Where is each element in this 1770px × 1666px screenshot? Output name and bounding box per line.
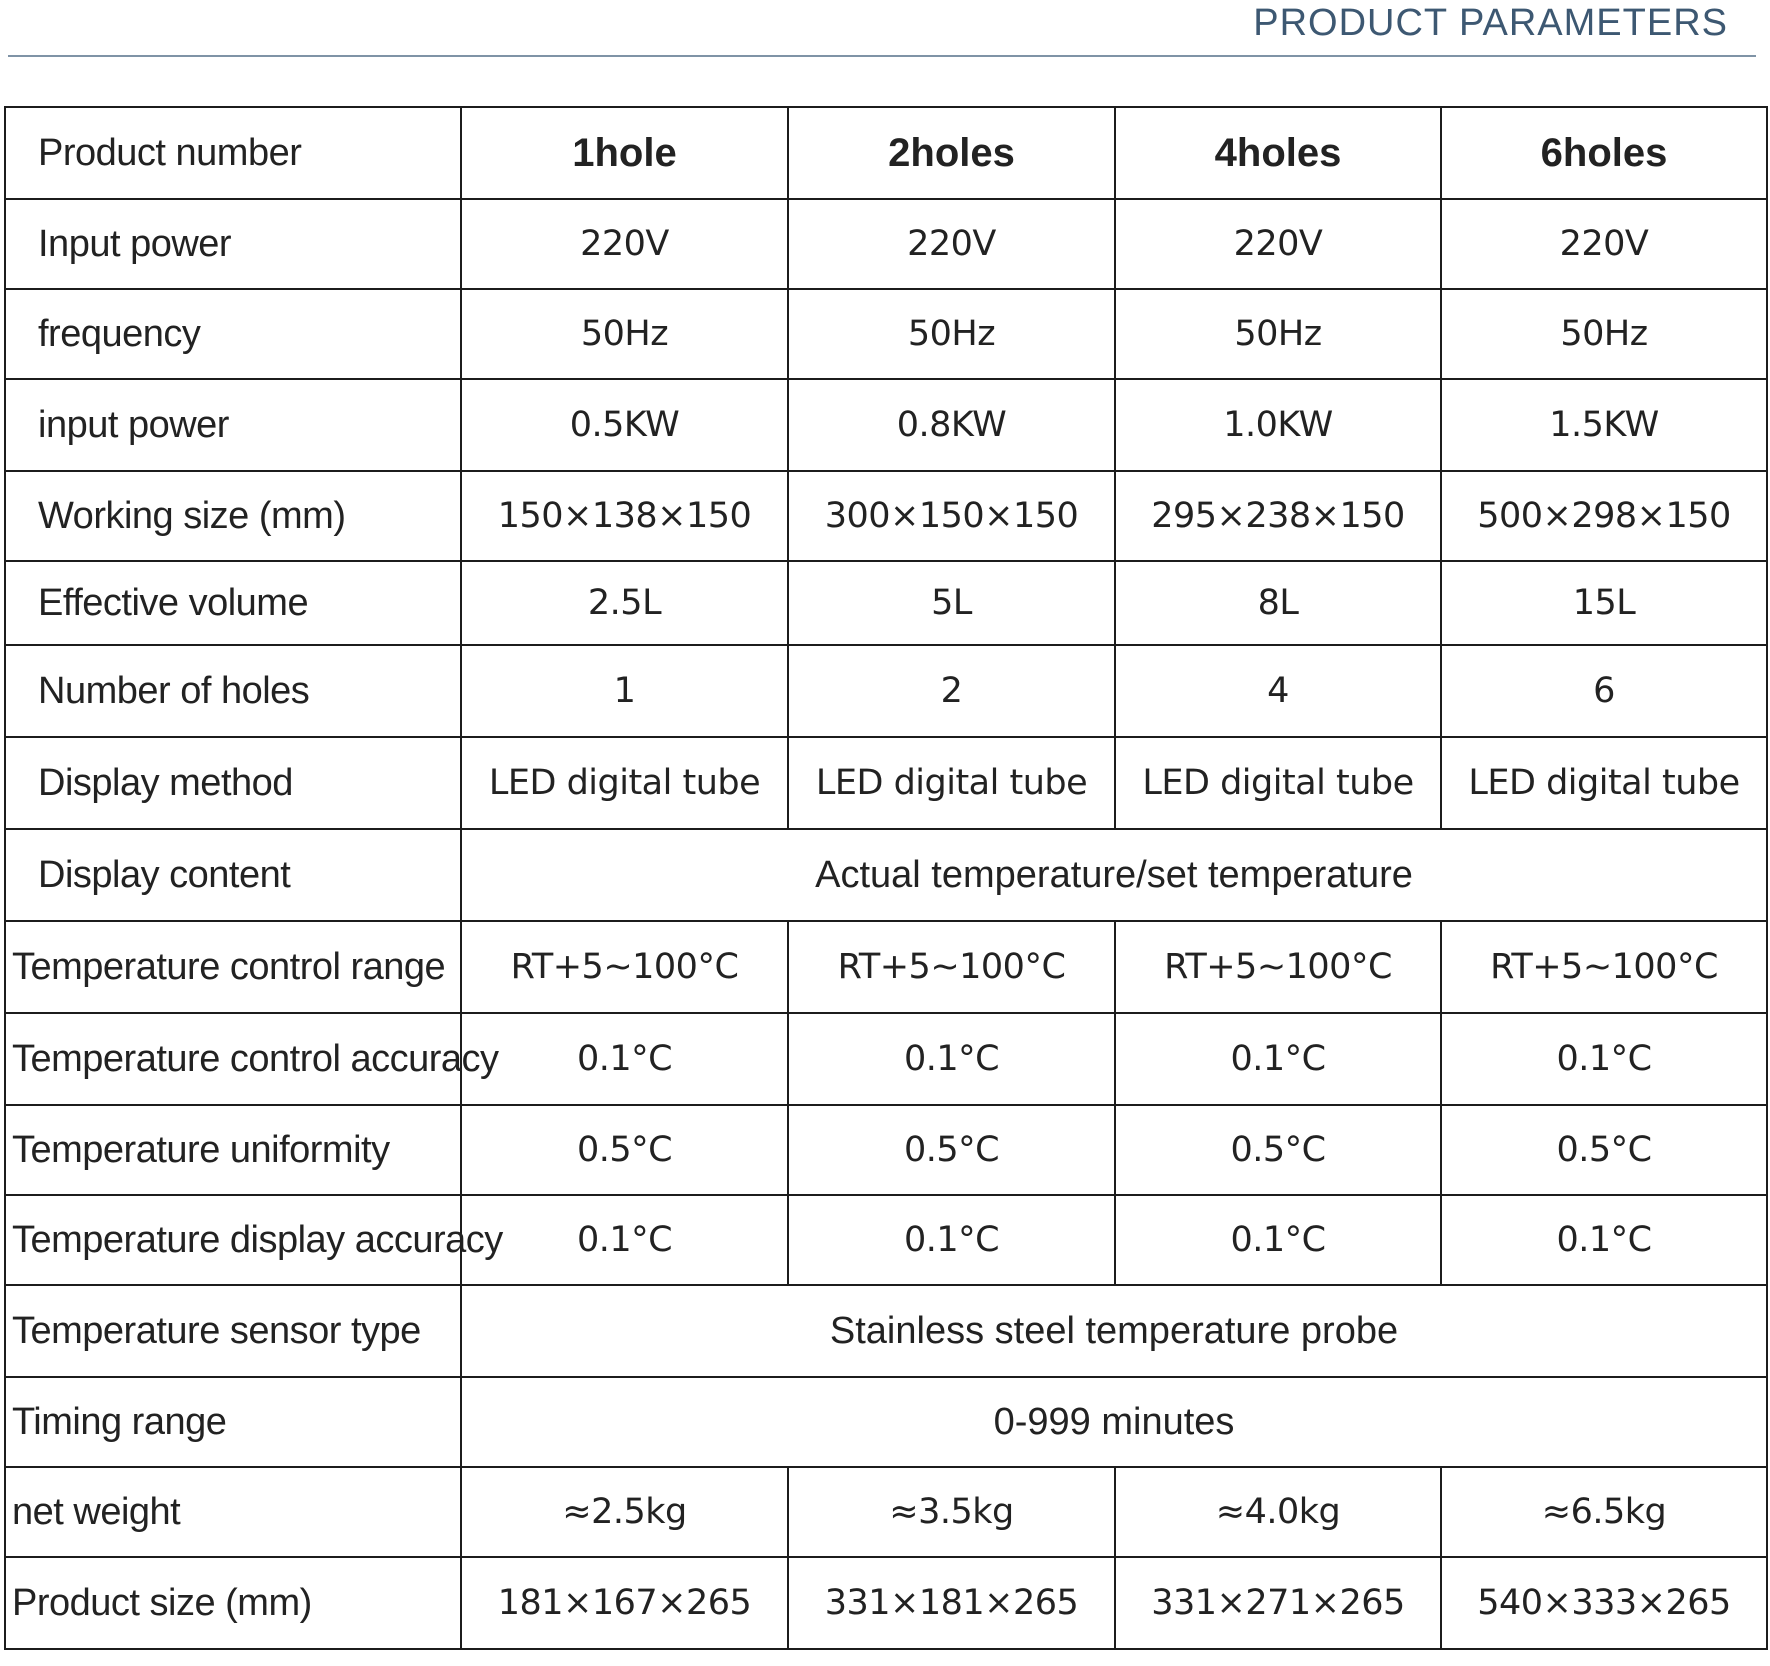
value-cell: ≈2.5kg (461, 1467, 788, 1557)
row-label: Number of holes (5, 645, 461, 737)
column-header: 1hole (461, 107, 788, 199)
table-row (5, 289, 1767, 379)
value-cell: RT+5~100°C (788, 921, 1115, 1013)
value-cell: 500×298×150 (1441, 471, 1767, 561)
row-label: Timing range (5, 1377, 461, 1467)
value-cell: 0.1°C (788, 1013, 1115, 1105)
row-label: Temperature control accuracy (5, 1013, 461, 1105)
value-cell: 4 (1115, 645, 1441, 737)
table-row (5, 829, 1767, 921)
value-cell: 331×181×265 (788, 1557, 1115, 1649)
value-cell: 50Hz (461, 289, 788, 379)
value-cell: LED digital tube (1115, 737, 1441, 829)
value-cell: 1.0KW (1115, 379, 1441, 471)
table-body (5, 107, 1767, 1649)
value-cell: RT+5~100°C (1441, 921, 1767, 1013)
value-cell: 5L (788, 561, 1115, 645)
table-row (5, 1467, 1767, 1557)
row-label: net weight (5, 1467, 461, 1557)
value-cell: 2.5L (461, 561, 788, 645)
value-cell: 1.5KW (1441, 379, 1767, 471)
column-header: 4holes (1115, 107, 1441, 199)
value-cell: RT+5~100°C (1115, 921, 1441, 1013)
value-cell: 300×150×150 (788, 471, 1115, 561)
column-header: 6holes (1441, 107, 1767, 199)
value-cell: 0.1°C (461, 1195, 788, 1285)
table-row (5, 199, 1767, 289)
value-cell: 0.1°C (1441, 1013, 1767, 1105)
table-row (5, 1557, 1767, 1649)
column-header: 2holes (788, 107, 1115, 199)
value-cell: LED digital tube (788, 737, 1115, 829)
table-row (5, 471, 1767, 561)
table-row (5, 1105, 1767, 1195)
value-cell: 220V (788, 199, 1115, 289)
value-cell: 220V (1115, 199, 1441, 289)
product-parameters-table (4, 106, 1768, 1650)
table-row (5, 645, 1767, 737)
value-cell: 1 (461, 645, 788, 737)
value-cell: 220V (461, 199, 788, 289)
value-cell: 181×167×265 (461, 1557, 788, 1649)
table-row (5, 1377, 1767, 1467)
table-row (5, 1195, 1767, 1285)
value-cell: 540×333×265 (1441, 1557, 1767, 1649)
page-title: PRODUCT PARAMETERS (1253, 2, 1728, 44)
value-cell: 6 (1441, 645, 1767, 737)
value-cell: 50Hz (788, 289, 1115, 379)
row-label: Display method (5, 737, 461, 829)
value-cell: 220V (1441, 199, 1767, 289)
value-cell: 0.5°C (1115, 1105, 1441, 1195)
value-cell: 0.5°C (1441, 1105, 1767, 1195)
page-header (0, 0, 1770, 60)
row-label: frequency (5, 289, 461, 379)
table-row (5, 737, 1767, 829)
value-cell: 0.1°C (788, 1195, 1115, 1285)
value-cell: 0.1°C (1115, 1013, 1441, 1105)
table-row (5, 1285, 1767, 1377)
row-label: Temperature control range (5, 921, 461, 1013)
value-cell: ≈3.5kg (788, 1467, 1115, 1557)
row-label: Temperature display accuracy (5, 1195, 461, 1285)
value-cell: 50Hz (1441, 289, 1767, 379)
value-cell: LED digital tube (1441, 737, 1767, 829)
merged-value-cell: Actual temperature/set temperature (461, 829, 1767, 921)
row-label: Product size (mm) (5, 1557, 461, 1649)
value-cell: ≈6.5kg (1441, 1467, 1767, 1557)
value-cell: 0.5°C (461, 1105, 788, 1195)
table-row (5, 107, 1767, 199)
row-label: Temperature uniformity (5, 1105, 461, 1195)
value-cell: 50Hz (1115, 289, 1441, 379)
value-cell: 295×238×150 (1115, 471, 1441, 561)
row-label: Display content (5, 829, 461, 921)
value-cell: ≈4.0kg (1115, 1467, 1441, 1557)
value-cell: LED digital tube (461, 737, 788, 829)
table-row (5, 921, 1767, 1013)
row-label: Effective volume (5, 561, 461, 645)
row-label: input power (5, 379, 461, 471)
row-label: Product number (5, 107, 461, 199)
value-cell: 0.8KW (788, 379, 1115, 471)
value-cell: 8L (1115, 561, 1441, 645)
value-cell: 0.1°C (1115, 1195, 1441, 1285)
table-row (5, 561, 1767, 645)
table-row (5, 1013, 1767, 1105)
header-divider (8, 55, 1756, 57)
value-cell: 0.5°C (788, 1105, 1115, 1195)
value-cell: RT+5~100°C (461, 921, 788, 1013)
merged-value-cell: 0-999 minutes (461, 1377, 1767, 1467)
value-cell: 15L (1441, 561, 1767, 645)
value-cell: 0.5KW (461, 379, 788, 471)
row-label: Temperature sensor type (5, 1285, 461, 1377)
merged-value-cell: Stainless steel temperature probe (461, 1285, 1767, 1377)
table-row (5, 379, 1767, 471)
value-cell: 0.1°C (1441, 1195, 1767, 1285)
value-cell: 2 (788, 645, 1115, 737)
row-label: Input power (5, 199, 461, 289)
value-cell: 150×138×150 (461, 471, 788, 561)
row-label: Working size (mm) (5, 471, 461, 561)
value-cell: 331×271×265 (1115, 1557, 1441, 1649)
value-cell: 0.1°C (461, 1013, 788, 1105)
